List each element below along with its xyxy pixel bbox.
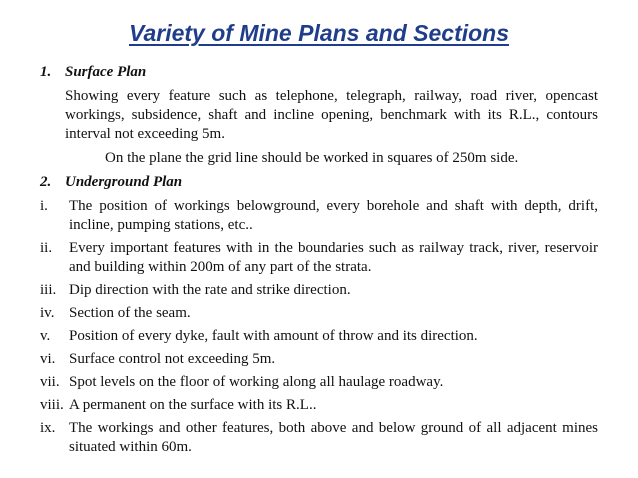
slide-content (40, 63, 598, 461)
list-item-number: iii. (40, 282, 57, 298)
grid-line-paragraph: On the plane the grid line should be worked in squares of 250m side. (105, 150, 519, 166)
list-item (40, 197, 598, 235)
list-item (40, 396, 598, 415)
list-item-text: The position of workings belowground, every borehole and shaft with depth, drift, incline, pumping stations, etc.. (69, 198, 598, 233)
surface-plan-paragraph: Showing every feature such as telephone, telegraph, railway, road river, opencast workings, subsidence, shaft and incline opening, benchmark with its R.L., contours interval not exceeding 5m. (65, 88, 598, 142)
list-item-text: Spot levels on the floor of working along all haulage roadway. (69, 374, 444, 390)
list-item (40, 327, 598, 346)
underground-plan-list (40, 197, 598, 457)
list-item-number: vi. (40, 351, 56, 367)
list-item-text: Surface control not exceeding 5m. (69, 351, 276, 367)
section-number: 2. (40, 174, 52, 190)
slide-title: Variety of Mine Plans and Sections (128, 20, 510, 46)
list-item (40, 350, 598, 369)
list-item-number: iv. (40, 305, 55, 321)
list-item (40, 373, 598, 392)
list-item-number: i. (40, 198, 48, 214)
list-item-text: The workings and other features, both above and below ground of all adjacent mines situated within 60m. (69, 420, 598, 455)
list-item (40, 281, 598, 300)
list-item-text: Dip direction with the rate and strike direction. (69, 282, 351, 298)
list-item (40, 239, 598, 277)
list-item-number: vii. (40, 374, 60, 390)
section-title: Underground Plan (65, 174, 183, 190)
section-heading-surface-plan (40, 63, 598, 82)
list-item-text: A permanent on the surface with its R.L.. (69, 397, 317, 413)
list-item-number: ix. (40, 420, 56, 436)
list-item-text: Position of every dyke, fault with amount of throw and its direction. (69, 328, 478, 344)
list-item-number: v. (40, 328, 51, 344)
list-item (40, 419, 598, 457)
list-item-text: Section of the seam. (69, 305, 191, 321)
list-item-text: Every important features with in the boundaries such as railway track, river, reservoir and building within 200m of any part of the strata. (69, 240, 598, 275)
list-item (40, 304, 598, 323)
list-item-number: viii. (40, 397, 64, 413)
section-heading-underground-plan (40, 173, 598, 192)
section-title: Surface Plan (65, 64, 147, 80)
section-number: 1. (40, 64, 52, 80)
list-item-number: ii. (40, 240, 53, 256)
